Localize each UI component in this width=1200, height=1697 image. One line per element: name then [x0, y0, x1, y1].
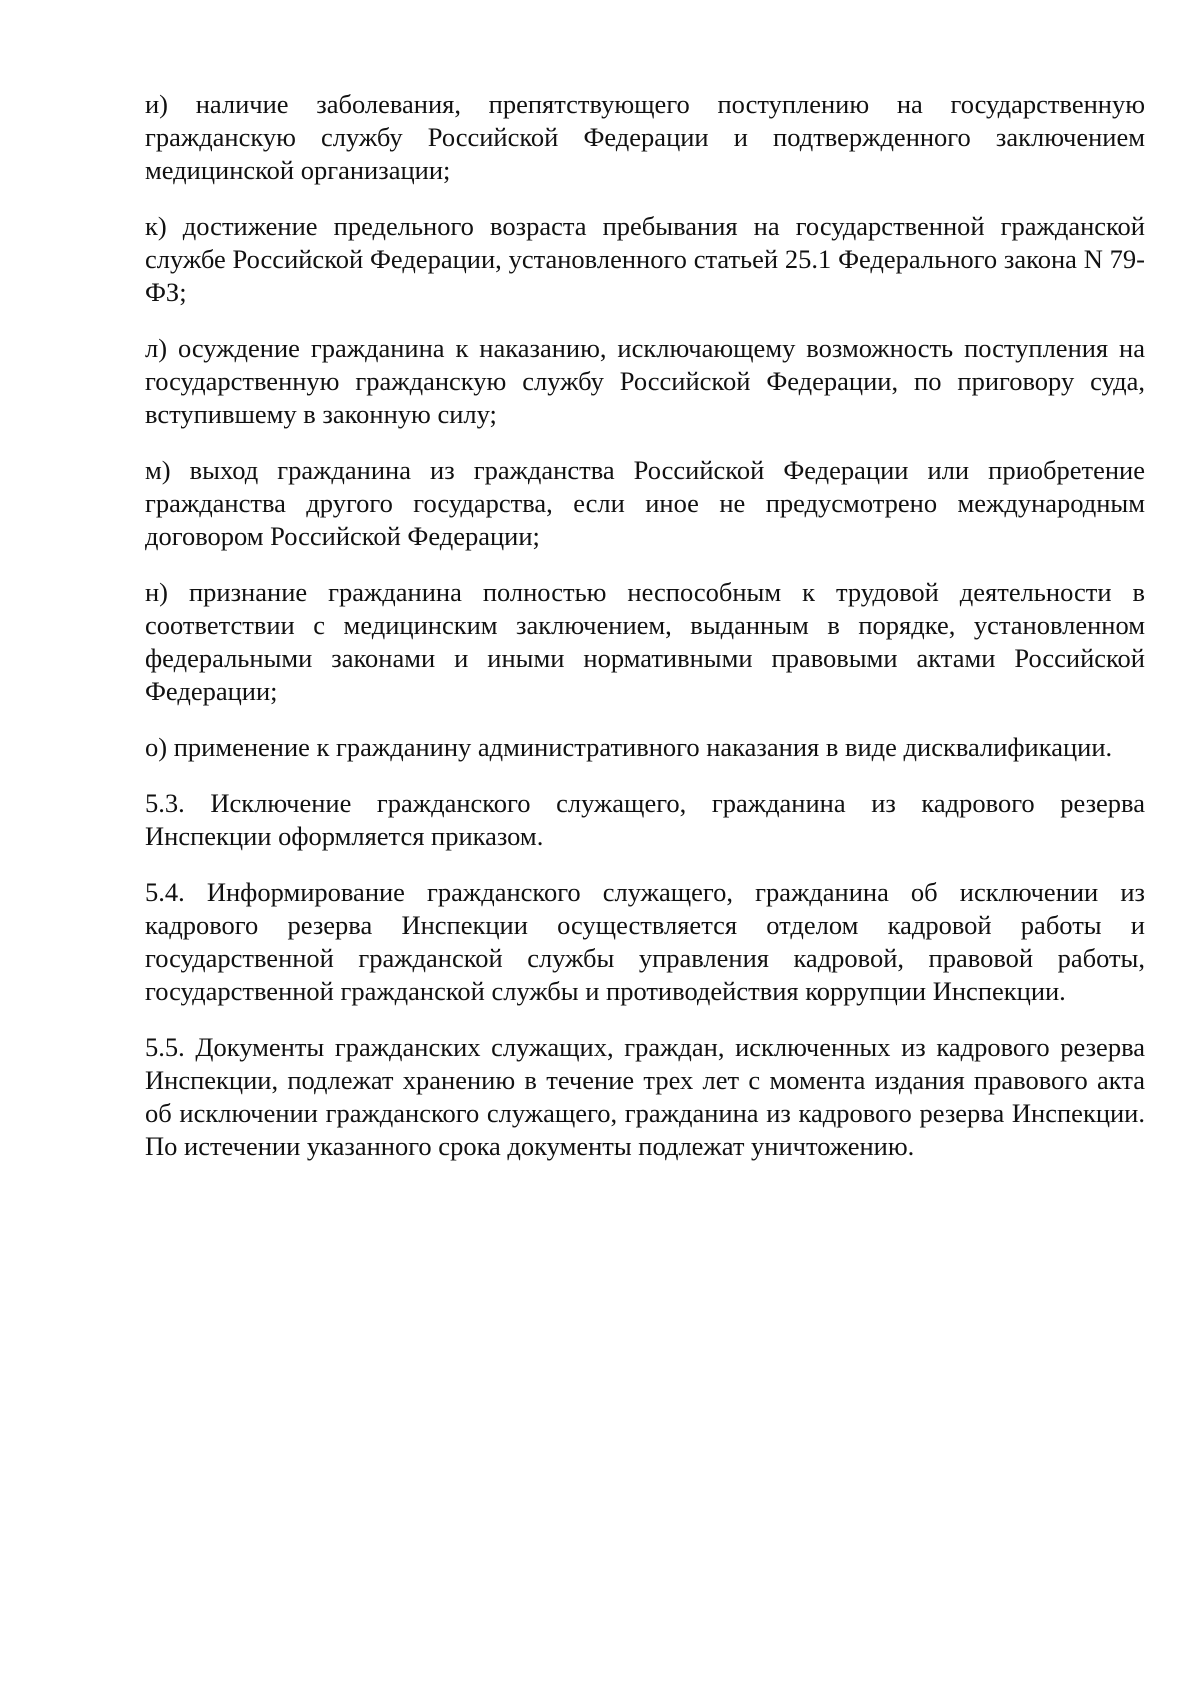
- paragraph-5-3: 5.3. Исключение гражданского служащего, гражданина из кадрового резерва Инспекции оформляется приказом.: [145, 788, 1145, 851]
- paragraph-l: л) осуждение гражданина к наказанию, исключающему возможность поступления на государственную гражданскую службу Российской Федерации, по приговору суда, вступившему в законную силу;: [145, 333, 1145, 429]
- paragraph-5-4: 5.4. Информирование гражданского служащего, гражданина об исключении из кадрового резерва Инспекции осуществляется отделом кадровой работы и государственной гражданской службы управления кадровой, правовой работы, государственной гражданской службы и противодействия коррупции Инспекции.: [145, 877, 1145, 1006]
- paragraph-n: н) признание гражданина полностью неспособным к трудовой деятельности в соответствии с медицинским заключением, выданным в порядке, установленном федеральными законами и иными нормативными правовыми актами Российской Федерации;: [145, 577, 1145, 706]
- paragraph-i: и) наличие заболевания, препятствующего поступлению на государственную гражданскую службу Российской Федерации и подтвержденного заключением медицинской организации;: [145, 89, 1145, 185]
- paragraph-m: м) выход гражданина из гражданства Российской Федерации или приобретение гражданства другого государства, если иное не предусмотрено международным договором Российской Федерации;: [145, 455, 1145, 551]
- document-body: [145, 88, 1145, 1186]
- paragraph-k: к) достижение предельного возраста пребывания на государственной гражданской службе Российской Федерации, установленного статьей 25.1 Федерального закона N 79-ФЗ;: [145, 211, 1145, 307]
- paragraph-o: о) применение к гражданину административного наказания в виде дисквалификации.: [145, 732, 1113, 762]
- paragraph-5-5: 5.5. Документы гражданских служащих, граждан, исключенных из кадрового резерва Инспекции, подлежат хранению в течение трех лет с момента издания правового акта об исключении гражданского служащего, гражданина из кадрового резерва Инспекции. По истечении указанного срока документы подлежат уничтожению.: [145, 1032, 1145, 1161]
